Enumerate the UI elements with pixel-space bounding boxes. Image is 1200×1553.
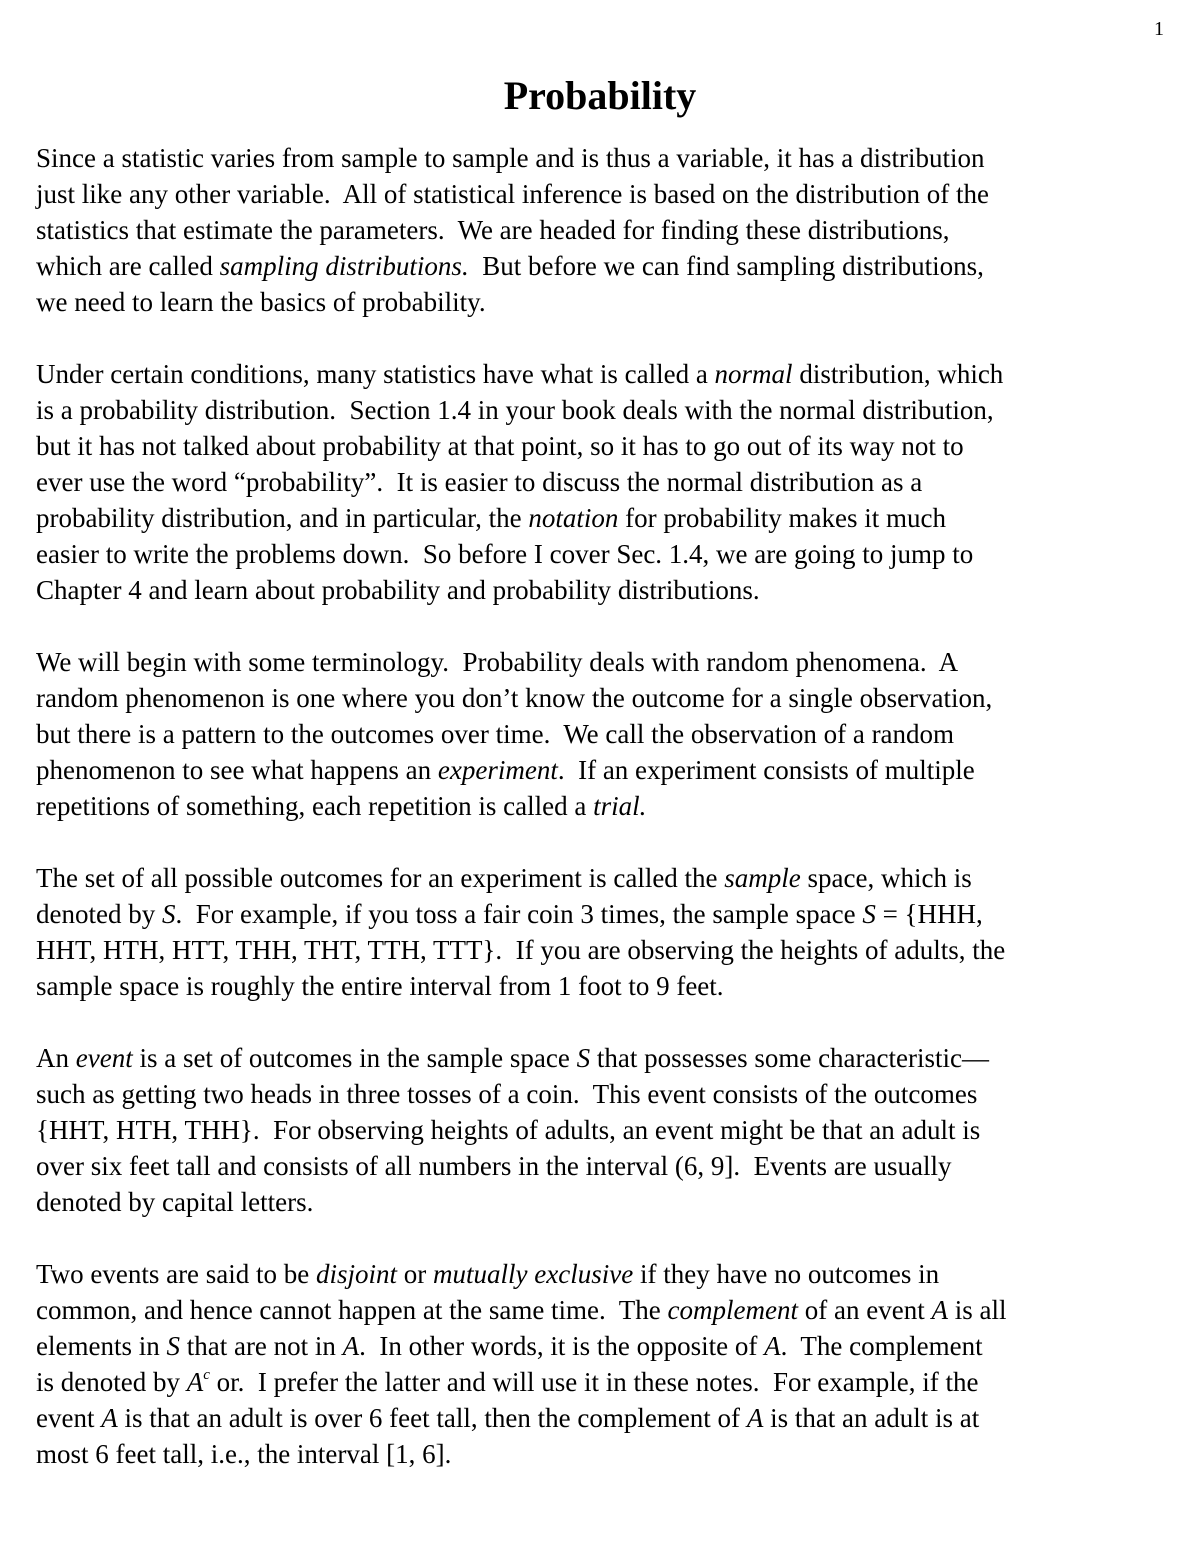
italic-term: notation	[528, 503, 619, 533]
paragraph	[36, 356, 1176, 608]
text-run: We will begin with some terminology. Probability deals with random phenomena. A	[36, 647, 959, 677]
text-line	[36, 644, 1176, 680]
text-run: common, and hence cannot happen at the same time. The	[36, 1295, 668, 1325]
text-run: but it has not talked about probability at that point, so it has to go out of its way not to	[36, 431, 964, 461]
text-run: denoted by capital letters.	[36, 1187, 314, 1217]
text-line	[36, 212, 1176, 248]
text-run: sample space is roughly the entire interval from 1 foot to 9 feet.	[36, 971, 724, 1001]
text-run: is denoted by	[36, 1367, 187, 1397]
text-run: . For example, if you toss a fair coin 3 times, the sample space	[175, 899, 863, 929]
text-line	[36, 176, 1176, 212]
text-line	[36, 572, 1176, 608]
text-run: repetitions of something, each repetition is called a	[36, 791, 594, 821]
text-line	[36, 536, 1176, 572]
italic-term: A	[342, 1331, 360, 1361]
italic-term: S	[576, 1043, 591, 1073]
text-run: random phenomenon is one where you don’t know the outcome for a single observation,	[36, 683, 993, 713]
italic-term: A	[746, 1403, 764, 1433]
text-line	[36, 1292, 1176, 1328]
text-line	[36, 1436, 1176, 1472]
text-line	[36, 1112, 1176, 1148]
text-line	[36, 1400, 1176, 1436]
text-run: . If an experiment consists of multiple	[557, 755, 975, 785]
text-run: Since a statistic varies from sample to sample and is thus a variable, it has a distribution	[36, 143, 985, 173]
text-run: is a set of outcomes in the sample space	[132, 1043, 577, 1073]
text-run: such as getting two heads in three tosses of a coin. This event consists of the outcomes	[36, 1079, 978, 1109]
text-line	[36, 500, 1176, 536]
paragraph	[36, 140, 1176, 320]
text-line	[36, 248, 1176, 284]
text-line	[36, 1364, 1176, 1400]
text-line	[36, 896, 1176, 932]
text-run: phenomenon to see what happens an	[36, 755, 438, 785]
text-run: that possesses some characteristic—	[590, 1043, 989, 1073]
text-run: distribution, which	[792, 359, 1004, 389]
italic-term: A	[186, 1367, 204, 1397]
italic-term: S	[862, 899, 876, 929]
text-run: ever use the word “probability”. It is easier to discuss the normal distribution as a	[36, 467, 923, 497]
text-run: {HHT, HTH, THH}. For observing heights of adults, an event might be that an adult is	[36, 1115, 981, 1145]
text-line	[36, 932, 1176, 968]
text-run: over six feet tall and consists of all numbers in the interval (6, 9]. Events are usually	[36, 1151, 952, 1181]
italic-term: sample	[724, 863, 801, 893]
italic-term: A	[931, 1295, 948, 1325]
text-run: is that an adult is over 6 feet tall, then the complement of	[117, 1403, 747, 1433]
italic-term: trial.	[593, 791, 647, 821]
paragraph	[36, 644, 1176, 824]
text-line	[36, 428, 1176, 464]
text-run: just like any other variable. All of statistical inference is based on the distribution of the	[36, 179, 990, 209]
text-line	[36, 680, 1176, 716]
italic-term: S	[166, 1331, 180, 1361]
text-run: Chapter 4 and learn about probability and probability distributions.	[36, 575, 760, 605]
text-run: of an event	[798, 1295, 932, 1325]
text-run: = {HHH,	[875, 899, 983, 929]
text-line	[36, 356, 1176, 392]
text-run: . The complement	[780, 1331, 983, 1361]
paragraph	[36, 860, 1176, 1004]
italic-term: experiment	[437, 755, 558, 785]
text-run: or	[397, 1259, 434, 1289]
italic-term: disjoint	[316, 1259, 398, 1289]
text-line	[36, 392, 1176, 428]
text-run: if they have no outcomes in	[633, 1259, 940, 1289]
text-run: but there is a pattern to the outcomes over time. We call the observation of a random	[36, 719, 955, 749]
text-line	[36, 1184, 1176, 1220]
text-run: easier to write the problems down. So before I cover Sec. 1.4, we are going to jump to	[36, 539, 974, 569]
italic-term: complement	[667, 1295, 798, 1325]
text-line	[36, 968, 1176, 1004]
text-run: elements in	[36, 1331, 167, 1361]
text-run: statistics that estimate the parameters. We are headed for finding these distributions,	[36, 215, 950, 245]
text-line	[36, 1076, 1176, 1112]
text-line	[36, 860, 1176, 896]
text-line	[36, 752, 1176, 788]
paragraph	[36, 1040, 1176, 1220]
italic-term: event	[75, 1043, 133, 1073]
text-run: But before we can find sampling distributions,	[468, 251, 984, 281]
text-run: is all	[947, 1295, 1007, 1325]
text-run: . In other words, it is the opposite of	[359, 1331, 765, 1361]
text-run: most 6 feet tall, i.e., the interval [1, 6].	[36, 1439, 452, 1469]
text-run: for probability makes it much	[618, 503, 947, 533]
text-run: Two events are said to be	[36, 1259, 317, 1289]
text-run: The set of all possible outcomes for an experiment is called the	[36, 863, 725, 893]
document-body	[36, 140, 1176, 1508]
italic-term: S	[161, 899, 176, 929]
text-run: which are called	[36, 251, 220, 281]
text-line	[36, 1256, 1176, 1292]
text-line	[36, 1040, 1176, 1076]
italic-term: mutually exclusive	[433, 1259, 634, 1289]
text-run: An	[36, 1043, 76, 1073]
text-line	[36, 1148, 1176, 1184]
text-line	[36, 788, 1176, 824]
text-run: is a probability distribution. Section 1.4 in your book deals with the normal distribution,	[36, 395, 994, 425]
text-line	[36, 464, 1176, 500]
text-run: we need to learn the basics of probability.	[36, 287, 486, 317]
text-run: denoted by	[36, 899, 162, 929]
superscript: c	[203, 1367, 210, 1383]
italic-term: normal	[714, 359, 793, 389]
paragraph	[36, 1256, 1176, 1472]
italic-term: sampling distributions.	[219, 251, 469, 281]
text-run: that are not in	[179, 1331, 343, 1361]
italic-term: A	[764, 1331, 781, 1361]
text-run: or. I prefer the latter and will use it in these notes. For example, if the	[209, 1367, 979, 1397]
text-line	[36, 140, 1176, 176]
page-number: 1	[1154, 18, 1164, 40]
text-line	[36, 1328, 1176, 1364]
italic-term: A	[101, 1403, 118, 1433]
text-line	[36, 716, 1176, 752]
text-run: Under certain conditions, many statistics have what is called a	[36, 359, 715, 389]
text-run: space, which is	[800, 863, 972, 893]
page-title: Probability	[503, 73, 697, 118]
text-run: event	[36, 1403, 102, 1433]
text-run: HHT, HTH, HTT, THH, THT, TTH, TTT}. If you are observing the heights of adults, the	[36, 935, 1006, 965]
text-line	[36, 284, 1176, 320]
text-run: probability distribution, and in particular, the	[36, 503, 529, 533]
text-run: is that an adult is at	[763, 1403, 980, 1433]
